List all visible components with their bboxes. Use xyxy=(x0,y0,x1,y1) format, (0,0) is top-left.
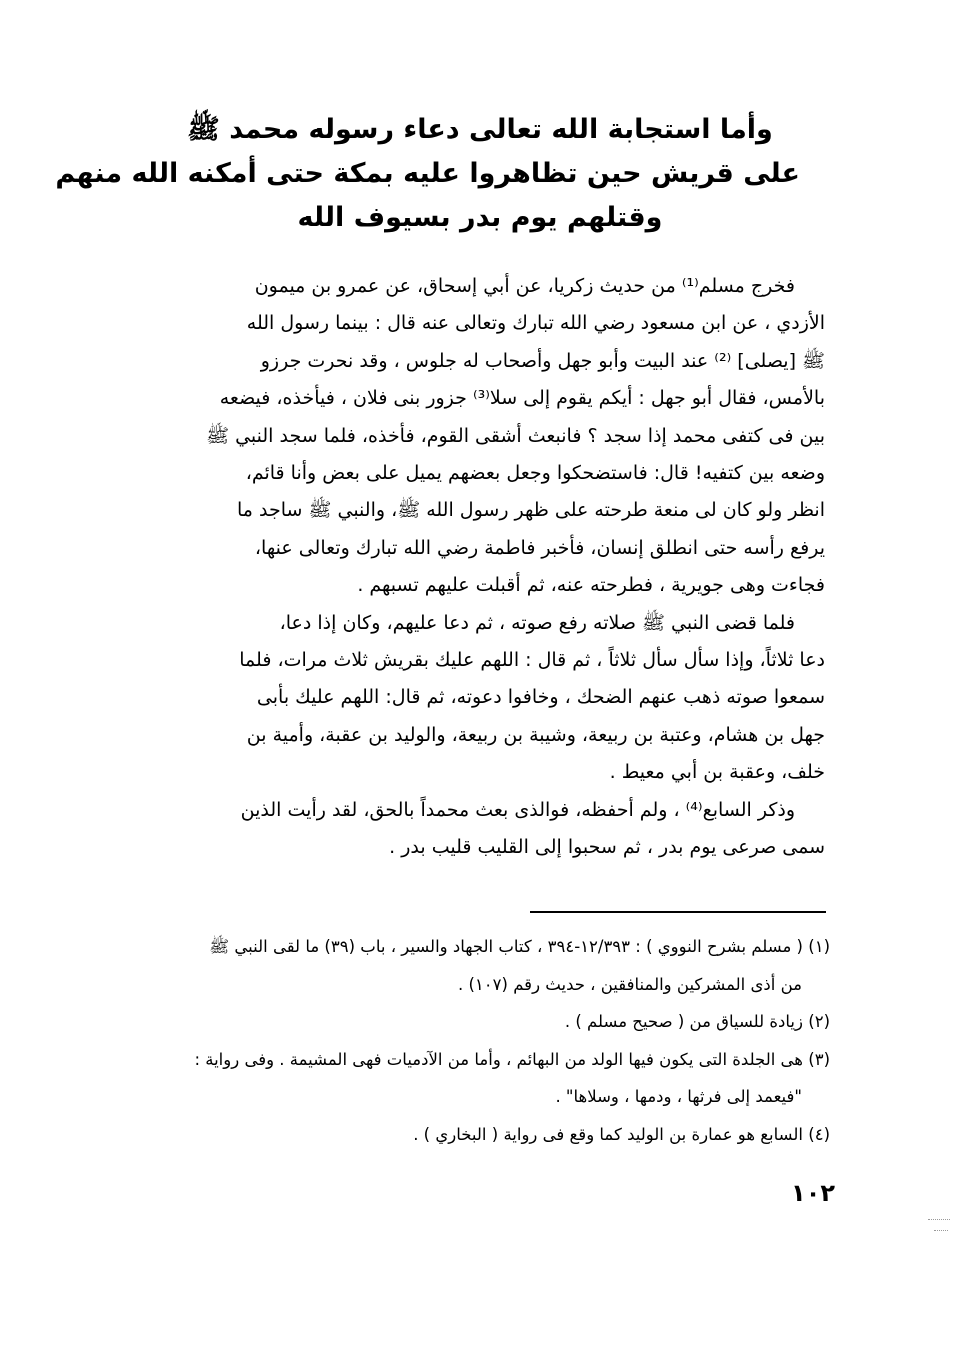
footnote-separator xyxy=(530,911,826,913)
footnote-line: من أذى المشركين والمنافقين ، حديث رقم (١٠٧) . xyxy=(457,974,802,994)
body-line: الأزدي ، عن ابن مسعود رضي الله تبارك وتعالى عنه قال : بينما رسول الله xyxy=(246,312,825,335)
body-text xyxy=(82,268,825,867)
body-line: وذكر السابع⁽⁴⁾ ، ولم أحفظه، فوالذى بعث محمداً بالحق، لقد رأيت الذين xyxy=(240,798,795,821)
body-line: جهل بن هشام، وعتبة بن ربيعة، وشيبة بن ربيعة، والوليد بن عقبة، وأمية بن xyxy=(246,723,825,746)
title-line-1: وأما استجابة الله تعالى دعاء رسوله محمد ﷺ xyxy=(187,114,773,145)
body-line: يرفع رأسه حتى انطلق إنسان، فأخبر فاطمة رضي الله تبارك وتعالى عنها، xyxy=(254,536,825,559)
footnote-line: (٣) هى الجلدة التى يكون فيها الولد من البهائم ، وأما من الآدميات فهى المشيمة . وفى رواية : xyxy=(194,1049,830,1069)
chapter-title xyxy=(55,108,800,240)
footnote-line: (١) ( مسلم بشرح النووي ) : ١٢/٣٩٣-٣٩٤ ، كتاب الجهاد والسير ، باب (٣٩) ما لقى النبي ﷺ xyxy=(209,937,830,956)
body-line: خلف، وعقبة بن أبي معيط . xyxy=(609,761,825,784)
body-line: فجاءت وهى جويرية ، فطرحته عنه، ثم أقبلت عليهم تسبهم . xyxy=(357,574,825,597)
body-line: بالأمس، فقال أبو جهل : أيكم يقوم إلى سلا⁽³⁾ جزور بنى فلان ، فيأخذه، فيضعه xyxy=(219,387,825,410)
footnote-line: (٢) زيادة للسياق من ( صحيح مسلم ) . xyxy=(564,1012,830,1031)
footnote-line: (٤) السابع هو عمارة بن الوليد كما وقع فى رواية ( البخاري ) . xyxy=(413,1124,830,1144)
footnote-line: "فيعمد إلى فرثها ، ودمها ، وسلاها" . xyxy=(555,1087,802,1106)
body-line: وضعه بين كتفيه! قال: فاستضحكوا وجعل بعضهم يميل على بعض وأنا قائم، xyxy=(245,462,825,485)
scan-artifact xyxy=(934,1230,948,1231)
page-number: ١٠٢ xyxy=(791,1179,835,1207)
title-line-3: وقتلهم يوم بدر بسيوف الله xyxy=(297,202,663,233)
body-line: انظر ولو كان لى منعة طرحته على ظهر رسول الله ﷺ، والنبي ﷺ ساجد ما xyxy=(237,499,825,522)
body-line: سمى صرعى يوم بدر ، ثم سحبوا إلى القليب قليب بدر . xyxy=(389,836,825,859)
title-line-2: على قريش حين تظاهروا عليه بمكة حتى أمكنه الله منهم xyxy=(55,158,800,189)
body-line: بين فى كتفى محمد إذا سجد ؟ فانبعث أشقى القوم، فأخذه، فلما سجد النبي ﷺ xyxy=(206,424,825,447)
body-line: سمعوا صوته ذهب عنهم الضحك ، وخافوا دعوته، ثم قال: اللهم عليك بأبى xyxy=(256,686,825,709)
body-line: ﷺ [يصلى] ⁽²⁾ عند البيت وأبو جهل وأصحاب له جلوس ، وقد نحرت جرزو xyxy=(260,349,825,372)
body-line: فلما قضى النبي ﷺ صلاته رفع صوته ، ثم دعا عليهم، وكان إذا دعا، xyxy=(279,611,795,634)
scan-artifact xyxy=(928,1219,950,1220)
footnotes xyxy=(90,928,830,1153)
body-line: فخرج مسلم⁽¹⁾ من حديث زكريا، عن أبي إسحاق، عن عمرو بن ميمون xyxy=(254,275,795,297)
body-line: دعا ثلاثاً، وإذا سأل سأل ثلاثاً ، ثم قال : اللهم عليك بقريش ثلاث مرات، فلما xyxy=(239,649,825,672)
